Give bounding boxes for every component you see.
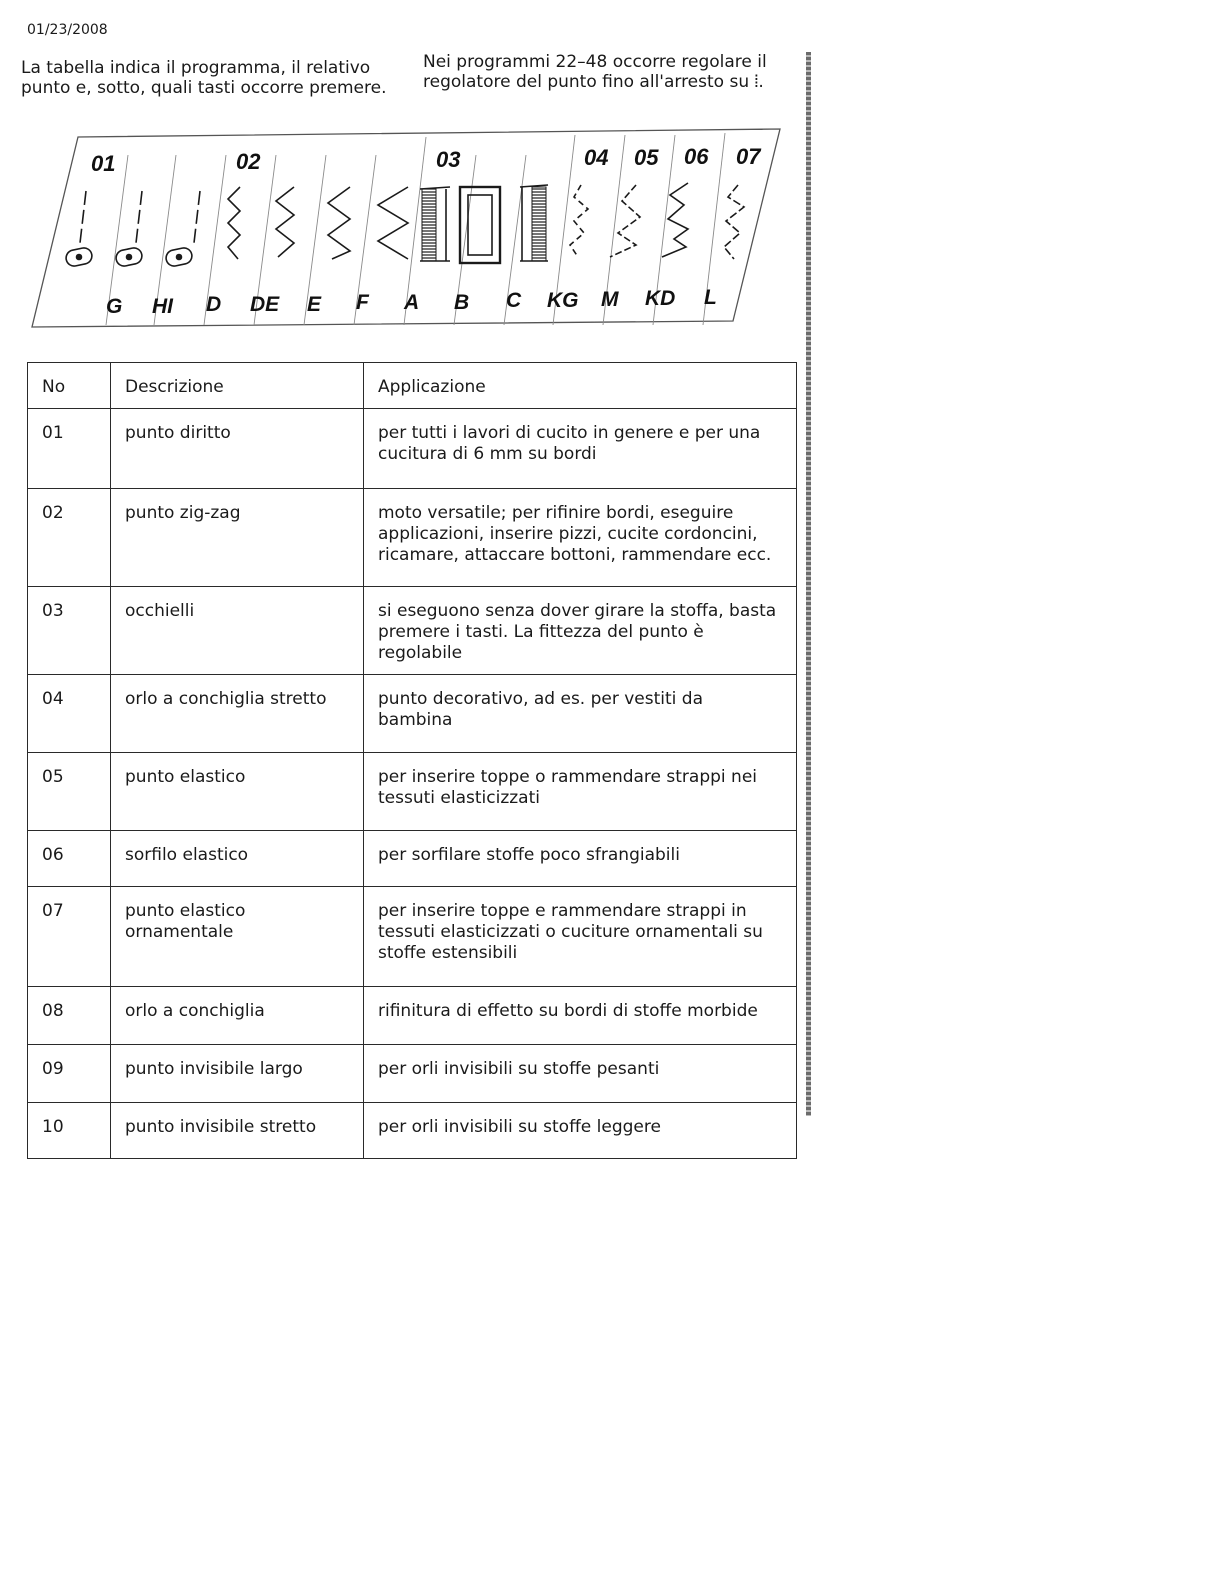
program-number-label: 01	[91, 151, 116, 176]
cell-program-number: 08	[28, 987, 111, 1045]
overlock-stitch-icon	[662, 183, 688, 257]
program-number-label: 03	[436, 147, 461, 172]
buttonhole-stitch-icon	[420, 187, 450, 261]
program-number-label: 04	[584, 145, 609, 170]
cell-application: per inserire toppe o rammendare strappi nei tessuti elasticizzati	[364, 753, 797, 831]
key-label: D	[206, 293, 222, 316]
cell-description: punto invisibile stretto	[111, 1103, 364, 1159]
table-row	[28, 887, 797, 987]
intro-left-line: punto e, sotto, quali tasti occorre premere.	[21, 78, 387, 98]
cell-description: occhielli	[111, 587, 364, 675]
intro-left-line: La tabella indica il programma, il relativo	[21, 58, 371, 78]
document-date: 01/23/2008	[27, 22, 108, 38]
key-label: E	[307, 293, 322, 316]
cell-description: punto elastico	[111, 753, 364, 831]
zigzag-stitch-icon	[228, 187, 240, 259]
table-row	[28, 587, 797, 675]
cell-application: rifinitura di effetto su bordi di stoffe morbide	[364, 987, 797, 1045]
cell-application: per tutti i lavori di cucito in genere e per una cucitura di 6 mm su bordi	[364, 409, 797, 489]
cell-description: punto elastico ornamentale	[111, 887, 364, 987]
column-header-description: Descrizione	[111, 363, 364, 409]
straight-stitch-icon	[115, 191, 144, 268]
table-row	[28, 409, 797, 489]
zigzag-stitch-icon	[328, 187, 350, 259]
program-number-label: 02	[236, 149, 261, 174]
key-label: G	[106, 295, 123, 318]
buttonhole-stitch-icon	[460, 187, 500, 263]
cell-description: punto zig-zag	[111, 489, 364, 587]
cell-application: punto decorativo, ad es. per vestiti da bambina	[364, 675, 797, 753]
intro-left-paragraph	[21, 58, 401, 98]
cell-program-number: 02	[28, 489, 111, 587]
program-number-label: 05	[634, 145, 659, 170]
cell-description: orlo a conchiglia	[111, 987, 364, 1045]
cell-program-number: 01	[28, 409, 111, 489]
key-label: M	[601, 288, 619, 311]
scan-edge-shadow	[806, 52, 811, 1116]
cell-program-number: 10	[28, 1103, 111, 1159]
key-label: B	[454, 291, 470, 314]
cell-program-number: 09	[28, 1045, 111, 1103]
key-label: F	[356, 291, 369, 314]
cell-application: per inserire toppe e rammendare strappi in tessuti elasticizzati o cuciture ornamentali su stoffe estensibili	[364, 887, 797, 987]
program-number-label: 06	[684, 144, 709, 169]
cell-application: per sorfilare stoffe poco sfrangiabili	[364, 831, 797, 887]
cell-application: per orli invisibili su stoffe pesanti	[364, 1045, 797, 1103]
table-row	[28, 987, 797, 1045]
elastic-stitch-icon	[610, 185, 640, 257]
zigzag-stitch-icon	[276, 187, 294, 257]
cell-application: si eseguono senza dover girare la stoffa, basta premere i tasti. La fittezza del punto è regolabile	[364, 587, 797, 675]
table-row	[28, 489, 797, 587]
table-row	[28, 753, 797, 831]
cell-program-number: 07	[28, 887, 111, 987]
cell-program-number: 04	[28, 675, 111, 753]
cell-description: punto invisibile largo	[111, 1045, 364, 1103]
shell-stitch-icon	[570, 185, 588, 257]
column-header-no: No	[28, 363, 111, 409]
intro-right-line: regolatore del punto fino all'arresto su ⦙.	[423, 72, 764, 92]
straight-stitch-icon	[65, 191, 94, 268]
ornamental-stitch-icon	[724, 185, 744, 259]
program-table-container	[27, 362, 799, 1137]
table-row	[28, 675, 797, 753]
cell-description: sorfilo elastico	[111, 831, 364, 887]
key-label: DE	[250, 293, 280, 316]
table-row	[28, 831, 797, 887]
key-label: HI	[152, 295, 173, 318]
key-label: KD	[645, 287, 676, 310]
key-label: L	[704, 286, 717, 309]
stitch-selection-chart	[28, 125, 788, 335]
table-header-row	[28, 363, 797, 409]
intro-right-line: Nei programmi 22–48 occorre regolare il	[423, 52, 767, 72]
cell-program-number: 06	[28, 831, 111, 887]
cell-description: orlo a conchiglia stretto	[111, 675, 364, 753]
cell-program-number: 05	[28, 753, 111, 831]
cell-description: punto diritto	[111, 409, 364, 489]
zigzag-stitch-icon	[378, 187, 408, 259]
table-row	[28, 1045, 797, 1103]
column-header-application: Applicazione	[364, 363, 797, 409]
cell-application: moto versatile; per rifinire bordi, eseguire applicazioni, inserire pizzi, cucite cordoncini, ricamare, attaccare bottoni, rammendare ecc.	[364, 489, 797, 587]
cell-application: per orli invisibili su stoffe leggere	[364, 1103, 797, 1159]
key-label: C	[506, 289, 522, 312]
cell-program-number: 03	[28, 587, 111, 675]
buttonhole-stitch-icon	[520, 185, 548, 261]
key-label: A	[404, 291, 420, 314]
program-table	[27, 362, 797, 1159]
key-label: KG	[547, 289, 579, 312]
table-row	[28, 1103, 797, 1159]
program-number-label: 07	[736, 144, 761, 169]
intro-right-paragraph	[423, 52, 793, 92]
